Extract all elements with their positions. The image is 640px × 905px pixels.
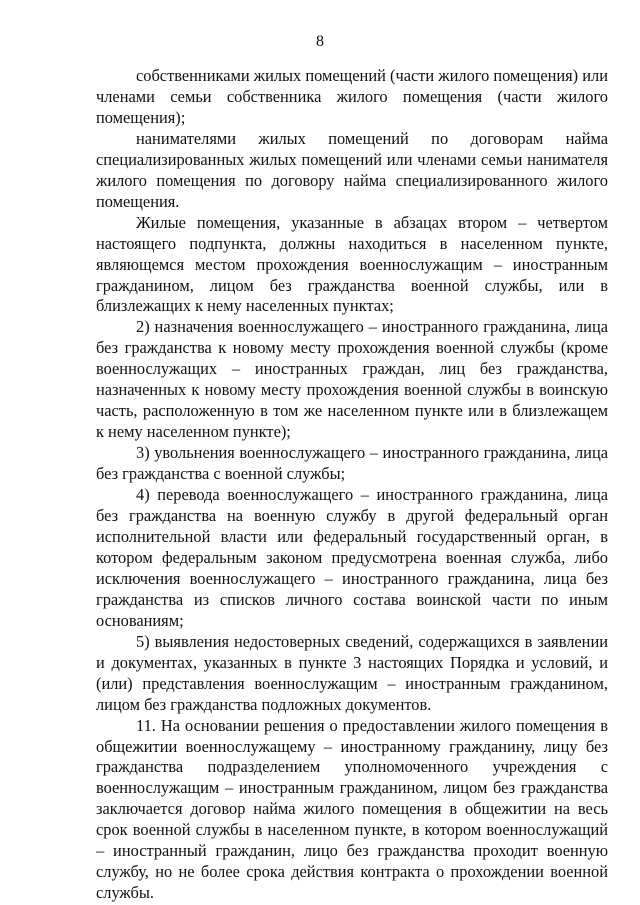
- paragraph-housing-location: Жилые помещения, указанные в абзацах втором – четвертом настоящего подпункта, должны находиться в населенном пункте, являющемся местом прохождения военнослужащим – иностранным гражданином, лицом без гражданства военной службы, или в близлежащих к нему населенных пунктах;: [96, 212, 608, 316]
- paragraph-owners: собственниками жилых помещений (части жилого помещения) или членами семьи собственника жилого помещения (части жилого помещения);: [96, 66, 608, 127]
- document-body: [96, 66, 608, 904]
- paragraph-item-5: 5) выявления недостоверных сведений, содержащихся в заявлении и документах, указанных в пункте 3 настоящих Порядка и условий, и (или) представления военнослужащим – иностранным гражданином, лицом без гражданства подложных документов.: [96, 631, 608, 714]
- paragraph-item-4: 4) перевода военнослужащего – иностранного гражданина, лица без гражданства на военную службу в другой федеральный орган исполнительной власти или федеральный государственный орган, в котором федеральным законом предусмотрена военная служба, либо исключения военнослужащего – иностранного гражданина, лица без гражданства из списков личного состава воинской части по иным основаниям;: [96, 485, 608, 630]
- paragraph-tenants: нанимателями жилых помещений по договорам найма специализированных жилых помещений или членами семьи нанимателя жилого помещения по договору найма специализированного жилого помещения.: [96, 128, 608, 211]
- paragraph-item-3: 3) увольнения военнослужащего – иностранного гражданина, лица без гражданства с военной службы;: [96, 443, 608, 484]
- page-number: 8: [316, 33, 324, 50]
- paragraph-item-2: 2) назначения военнослужащего – иностранного гражданина, лица без гражданства к новому месту прохождения военной службы (кроме военнослужащих – иностранных граждан, лиц без гражданства, назначенных к новому месту прохождения военной службы в воинскую часть, расположенную в том же населенном пункте или в близлежащем к нему населенном пункте);: [96, 317, 608, 442]
- paragraph-section-11: 11. На основании решения о предоставлении жилого помещения в общежитии военнослужащему – иностранному гражданину, лицу без гражданства подразделением уполномоченного учреждения с военнослужащим – иностранным гражданином, лицом без гражданства заключается договор найма жилого помещения в общежитии на весь срок военной службы в населенном пункте, в котором военнослужащий – иностранный гражданин, лицо без гражданства проходит военную службу, но не более срока действия контракта о прохождении военной службы.: [96, 715, 608, 903]
